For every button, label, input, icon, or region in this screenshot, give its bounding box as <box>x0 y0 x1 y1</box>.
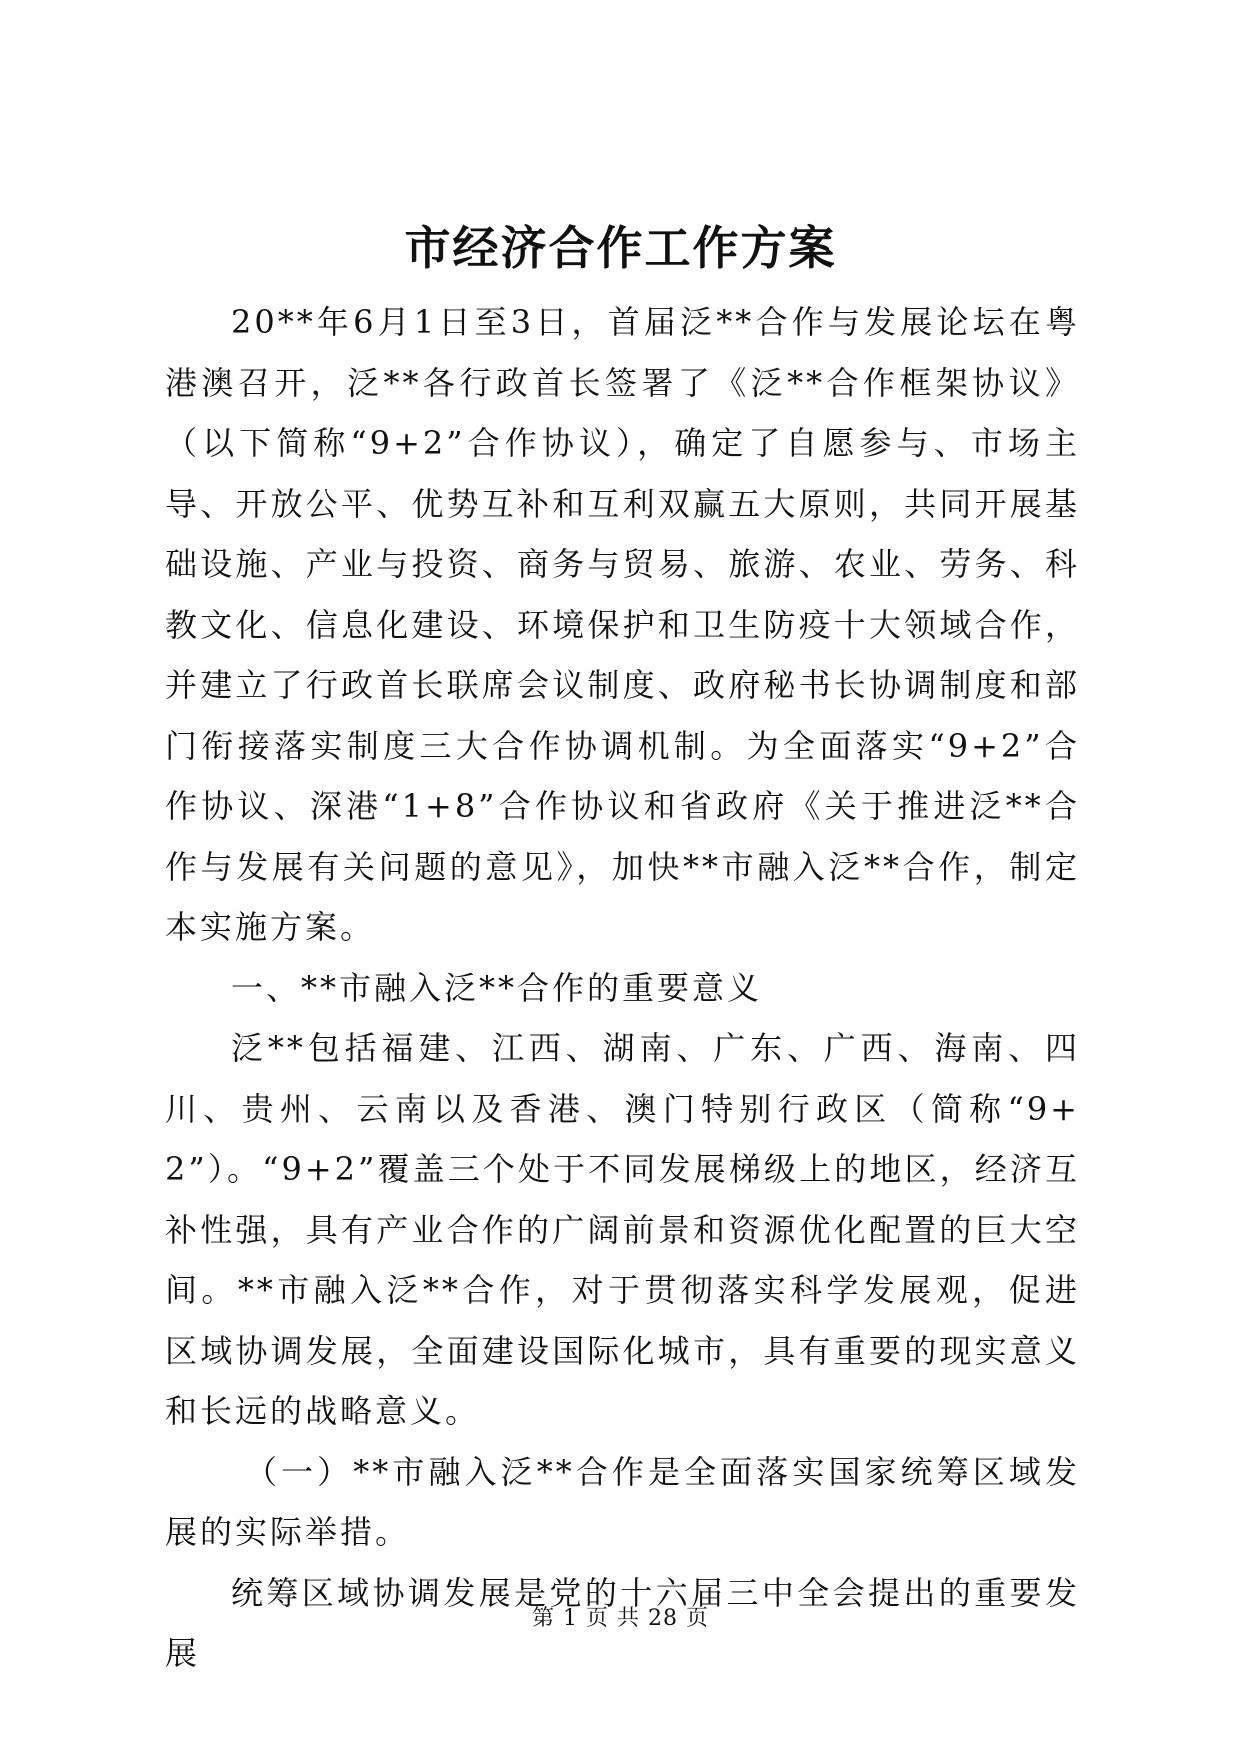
subsection-1-paragraph: 统筹区域协调发展是党的十六届三中全会提出的重要发展 <box>165 1573 1080 1672</box>
page-number-footer: 第 1 页 共 28 页 <box>532 1606 709 1631</box>
document-body <box>165 292 1080 1684</box>
section-heading-1: 一、**市融入泛**合作的重要意义 <box>231 968 763 1007</box>
intro-paragraph: 20**年6月1日至3日，首届泛**合作与发展论坛在粤港澳召开，泛**各行政首长签署了《泛**合作框架协议》（以下简称“9+2”合作协议），确定了自愿参与、市场主导、开放公平、优势互补和互利双赢五大原则，共同开展基础设施、产业与投资、商务与贸易、旅游、农业、劳务、科教文化、信息化建设、环境保护和卫生防疫十大领域合作，并建立了行政首长联席会议制度、政府秘书长协调制度和部门衔接落实制度三大合作协调机制。为全面落实“9+2”合作协议、深港“1+8”合作协议和省政府《关于推进泛**合作与发展有关问题的意见》，加快**市融入泛**合作，制定本实施方案。 <box>165 303 1080 946</box>
section-1-paragraph: 泛**包括福建、江西、湖南、广东、广西、海南、四川、贵州、云南以及香港、澳门特别行政区（简称“9+2”）。“9+2”覆盖三个处于不同发展梯级上的地区，经济互补性强，具有产业合作的广阔前景和资源优化配置的巨大空间。**市融入泛**合作，对于贯彻落实科学发展观，促进区域协调发展，全面建设国际化城市，具有重要的现实意义和长远的战略意义。 <box>165 1029 1080 1430</box>
subsection-heading-1: （一）**市融入泛**合作是全面落实国家统筹区域发展的实际举措。 <box>165 1452 1080 1551</box>
document-title: 市经济合作工作方案 <box>404 221 837 275</box>
